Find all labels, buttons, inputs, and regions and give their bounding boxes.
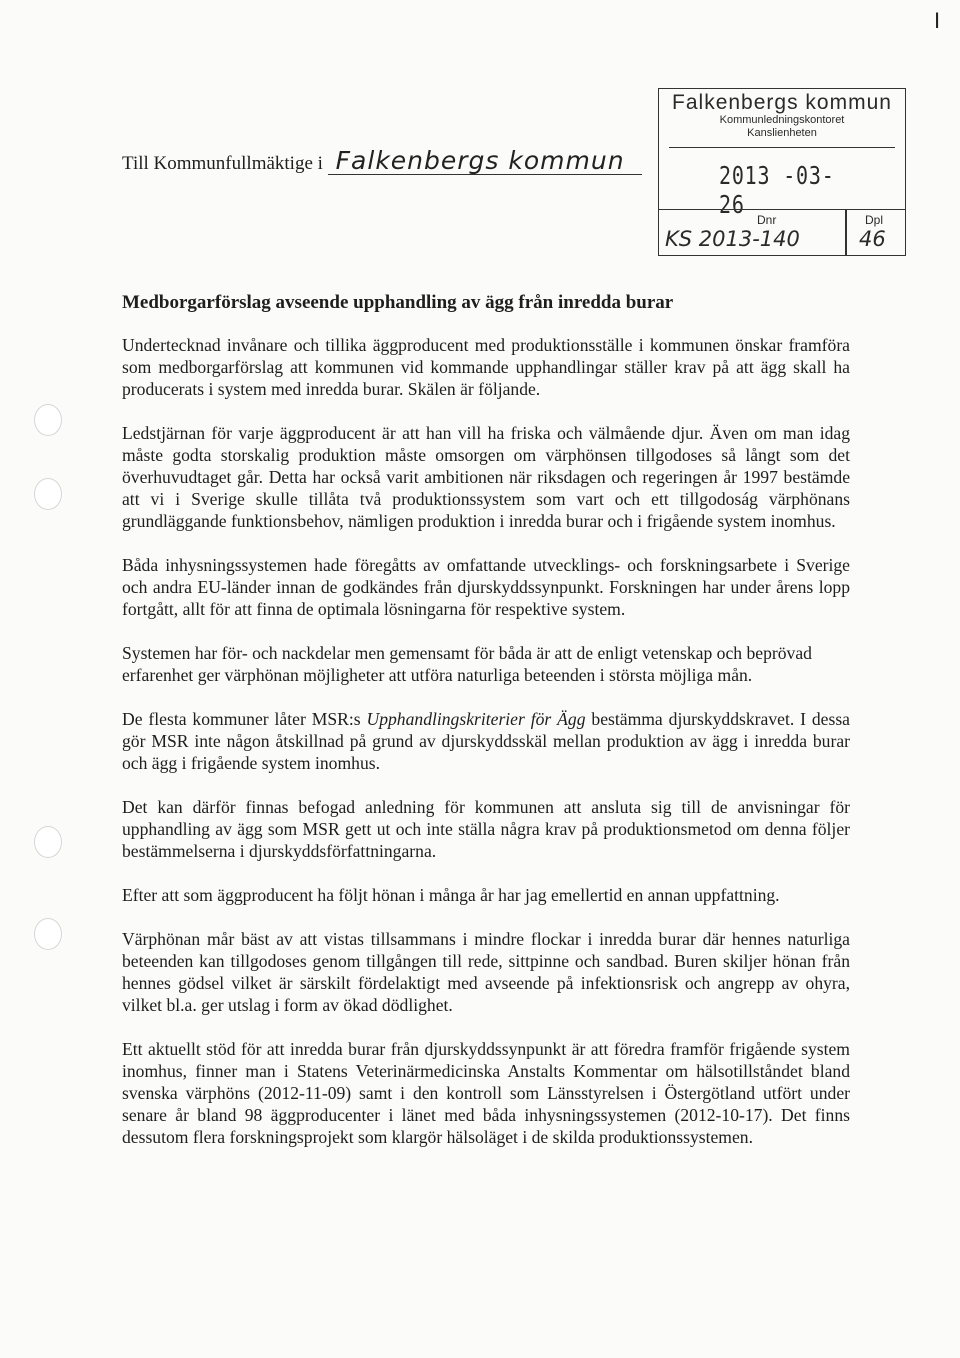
stamp-unit: Kanslienheten (747, 127, 817, 139)
body-paragraph: Ledstjärnan för varje äggproducent är att han vill ha friska och välmående djur. Även om man idag måste godta storskalig produktion måste omsorgen om värphönsen tillgodoses så långt som det överhuvudtaget går. Detta har också varit ambitionen när riksdagen och regeringen år 1997 bestämde att vi i Sverige skulle tillåta två produktionssystem som vart och ett tillgodoság värphönans grundläggande funktionsbehov, nämligen produktion i inredda burar och i frigående system inomhus. (122, 423, 850, 531)
stamp-column-divider (845, 209, 847, 255)
document-subject: Medborgarförslag avseende upphandling av ägg från inredda burar (122, 292, 674, 313)
stamp-divider-line (669, 147, 895, 148)
stamp-divider-line (659, 209, 905, 210)
stamp-dpl-value: 46 (859, 227, 886, 251)
body-paragraph: Efter att som äggproducent ha följt hönan i många år har jag emellertid en annan uppfattning. (122, 885, 780, 905)
punch-hole (34, 918, 62, 950)
publication-title: Upphandlingskriterier för Ägg (366, 709, 586, 729)
body-paragraph: Undertecknad invånare och tillika äggproducent med produktionsställe i kommunen önskar framföra som medborgarförslag att kommunen vid kommande upphandlingar ställer krav på att ägg skall ha producerats i system med inredda burar. Skälen är följande. (122, 335, 850, 399)
stamp-date: 2013 -03- 26 (719, 161, 835, 219)
body-paragraph: Ett aktuellt stöd för att inredda burar från djurskyddssynpunkt är att föredra framför frigående system inomhus, finner man i Statens Veterinärmedicinska Anstalts Kommentar om hälsotillståndet bland svenska värphöns (2012-11-09) samt i den kontroll som Länsstyrelsen i Östergötland utfört under senare år bland 98 äggproducenter i länet med båda inhysningssystemen (2012-10-17). Det finns dessutom flera forskningsprojekt som klargör hälsoläget i de skilda produktionssystemen. (122, 1039, 850, 1147)
received-stamp (658, 88, 906, 256)
stamp-dnr-label: Dnr (757, 213, 777, 227)
document-body (122, 334, 850, 1170)
corner-mark: I (934, 8, 941, 33)
addressee-handwritten: Falkenbergs kommun (328, 148, 642, 175)
stamp-dpl-label: Dpl (865, 213, 884, 227)
body-paragraph (122, 708, 850, 774)
addressee-line (122, 148, 642, 175)
stamp-organization: Falkenbergs kommun (672, 91, 892, 114)
paragraph-text: bestämma djurskyddskravet. I dessa gör MSR inte någon åtskillnad på grund av djurskyddsskäl mellan produktion av ägg i inredda burar och ägg i frigående system inomhus. (122, 709, 850, 773)
body-paragraph: Systemen har för- och nackdelar men gemensamt för båda är att de enligt vetenskap och beprövad erfarenhet ger värphönan möjligheter att utföra naturliga beteenden i största möjliga mån. (122, 643, 812, 685)
paragraph-text: De flesta kommuner låter MSR:s (122, 709, 367, 729)
body-paragraph: Det kan därför finnas befogad anledning för kommunen att ansluta sig till de anvisningar för upphandling av ägg som MSR gett ut och inte ställa några krav på produktionsmetod om denna följer bestämmelserna i djurskyddsförfattningarna. (122, 797, 850, 861)
punch-hole (34, 404, 62, 436)
stamp-dnr-value: KS 2013-140 (665, 227, 800, 251)
punch-hole (34, 826, 62, 858)
punch-hole (34, 478, 62, 510)
body-paragraph: Värphönan mår bäst av att vistas tillsammans i mindre flockar i inredda burar där hennes naturliga beteenden kan tillgodoses genom tillgången till rede, sittpinne och sandbad. Buren skiljer hönan från hennes gödsel vilket är särskilt fördelaktigt med avseende på infektionsrisk och angrepp av ohyra, vilket bl.a. ger utslag i form av ökad dödlighet. (122, 929, 850, 1015)
stamp-department: Kommunledningskontoret (719, 114, 845, 126)
body-paragraph: Båda inhysningssystemen hade föregåtts av omfattande utvecklings- och forskningsarbete i Sverige och andra EU-länder innan de godkändes från djurskyddssynpunkt. Forskningen har under årens lopp fortgått, allt för att finna de optimala lösningarna för respektive system. (122, 555, 850, 619)
addressee-prefix: Till Kommunfullmäktige i (122, 153, 323, 174)
